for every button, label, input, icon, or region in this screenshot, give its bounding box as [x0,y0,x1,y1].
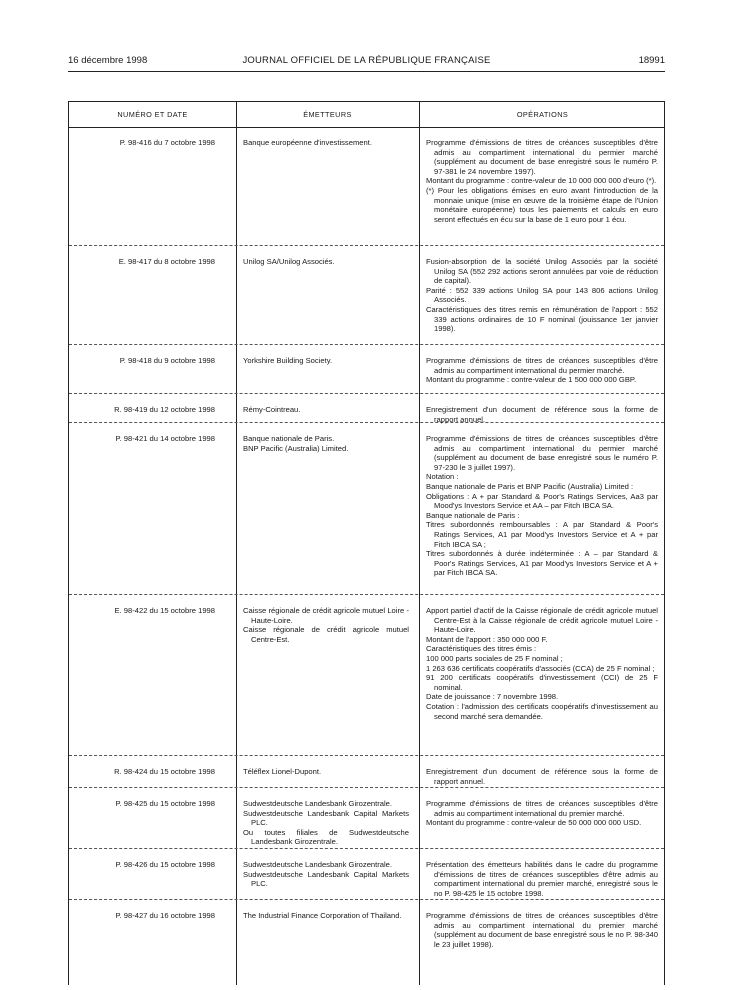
operation-line: Programme d'émissions de titres de créances susceptibles d'être admis au compartiment international du premier marché (supplément au document de base enregistré sous le no P. 98-340 le 23 juillet 1998). [426,911,658,949]
operation-line: Fusion-absorption de la société Unilog Associés par la société Unilog SA (552 292 actions seront annulées par voie de réduction de capital). [426,257,658,286]
operation-line: Présentation des émetteurs habilités dans le cadre du programme d'émissions de titres de créances susceptibles d'être admis au compartiment international du premier marché, enregistré sous le no P. 98-425 le 15 octobre 1998. [426,860,658,898]
issuer-name: The Industrial Finance Corporation of Thailand. [243,911,402,920]
operation-line: Obligations : A + par Standard & Poor's Ratings Services, Aa3 par Mood'ys Investors Service et AA – par Fitch IBCA SA. [426,491,658,511]
table-row [69,788,664,849]
operation-line: Caractéristiques des titres remis en rémunération de l'apport : 552 339 actions ordinaires de 10 F nominal (jouissance 1er janvier 1998). [426,304,658,334]
registration-number: P. 98-425 du 15 octobre 1998 [115,799,215,808]
operation-line: Caractéristiques des titres émis : [426,644,537,654]
table-row [69,246,664,345]
operation-line: 100 000 parts sociales de 25 F nominal ; [426,653,563,663]
operation-description [426,356,658,385]
registration-number: P. 98-421 du 14 octobre 1998 [115,434,215,443]
table-row [69,849,664,900]
column-header-emetteurs: ÉMETTEURS [303,110,352,119]
table-row [69,756,664,788]
column-header-numero: NUMÉRO ET DATE [117,110,188,119]
registration-number: E. 98-417 du 8 octobre 1998 [118,257,215,266]
operation-line: Enregistrement d'un document de référence sous la forme de rapport annuel. [426,405,658,424]
operation-line: Notation : [426,472,459,482]
operation-description [426,434,658,578]
operation-line: Montant du programme : contre-valeur de 50 000 000 000 USD. [426,818,642,828]
operation-line: Programme d'émissions de titres de créances susceptibles d'être admis au compartiment international du premier marché. [426,799,658,818]
issuers [243,799,409,847]
issuer-name: Sudwestdeutsche Landesbank Girozentrale. [243,860,393,869]
header-rule [68,71,665,72]
operation-line: Apport partiel d'actif de la Caisse régionale de crédit agricole mutuel Centre-Est à la Caisse régionale de crédit agricole mutuel Loire - Haute-Loire. [426,606,658,635]
issuer-name: Banque nationale de Paris. [243,434,335,443]
issuer-name: Banque européenne d'investissement. [243,138,372,147]
issuer-name: Caisse régionale de crédit agricole mutuel Loire - Haute-Loire. [243,606,409,625]
operation-line: Programme d'émissions de titres de créances susceptibles d'être admis au compartiment international du permier marché. [426,356,658,375]
issuers [243,434,409,453]
issuers [243,257,409,267]
operation-line: (*) Pour les obligations émises en euro avant l'introduction de la monnaie unique (mise en œuvre de la troisième étape de l'Union monétaire européenne) tous les paiements et calculs en euro seront effectués en écu sur la base de 1 euro pour 1 écu. [426,185,658,224]
operation-line: Montant du programme : contre-valeur de 1 500 000 000 GBP. [426,375,637,385]
issuer-name: Sudwestdeutsche Landesbank Capital Markets PLC. [243,869,409,889]
issuers [243,767,409,777]
operation-description [426,860,658,898]
page-number: 18991 [638,55,665,66]
operation-description [426,799,658,828]
operation-line: Montant de l'apport : 350 000 000 F. [426,634,548,644]
registration-number: R. 98-424 du 15 octobre 1998 [114,767,215,776]
operation-line: Cotation : l'admission des certificats coopératifs d'investissement au second marché sera demandée. [426,701,658,721]
operation-line: Date de jouissance : 7 novembre 1998. [426,692,559,702]
issuer-name: Yorkshire Building Society. [243,356,333,365]
journal-title: JOURNAL OFFICIEL DE LA RÉPUBLIQUE FRANÇAISE [242,55,491,66]
issuers [243,860,409,889]
issuers [243,405,409,415]
operation-line: Titres subordonnés à durée indéterminée : A – par Standard & Poor's Ratings Services, A1 par Mood'ys Investors Service et A + par Fitch IBCA SA. [426,549,658,578]
operation-line: 1 263 636 certificats coopératifs d'associés (CCA) de 25 F nominal ; [426,663,655,673]
issuers [243,356,409,366]
operation-line: Enregistrement d'un document de référence sous la forme de rapport annuel. [426,767,658,786]
operation-line: Montant du programme : contre-valeur de 10 000 000 000 d'euro (*). [426,176,657,186]
table-row [69,345,664,394]
operation-line: Programme d'émissions de titres de créances susceptibles d'être admis au compartiment international du permier marché (supplément au document de base enregistré sous le numéro P. 97-381 le 24 novembre 1997). [426,138,658,176]
operation-description [426,257,658,334]
column-header-operations: OPÉRATIONS [516,110,569,119]
issuers [243,911,409,921]
page-header [68,54,665,68]
issuer-name: Ou toutes filiales de Sudwestdeutsche Landesbank Girozentrale. [243,827,409,847]
issuer-name: Caisse régionale de crédit agricole mutuel Centre-Est. [243,625,409,644]
operation-description [426,767,658,786]
operation-line: 91 200 certificats coopératifs d'investissement (CCI) de 25 F nominal. [426,673,658,692]
registration-number: P. 98-427 du 16 octobre 1998 [115,911,215,920]
table-header [69,102,664,128]
header-date: 16 décembre 1998 [68,55,148,66]
table-row [69,394,664,423]
registration-number: P. 98-426 du 15 octobre 1998 [115,860,215,869]
registration-number: R. 98-419 du 12 octobre 1998 [114,405,215,414]
issuer-name: Sudwestdeutsche Landesbank Capital Markets PLC. [243,808,409,828]
issuer-name: Téléflex Lionel-Dupont. [243,767,322,776]
issuer-name: BNP Pacific (Australia) Limited. [243,443,349,453]
registration-number: P. 98-416 du 7 octobre 1998 [119,138,215,147]
issuer-name: Unilog SA/Unilog Associés. [243,257,335,266]
table-row [69,127,664,246]
issuer-name: Rémy-Cointreau. [243,405,301,414]
issuers [243,606,409,644]
issuer-name: Sudwestdeutsche Landesbank Girozentrale. [243,799,393,808]
operation-line: Banque nationale de Paris et BNP Pacific (Australia) Limited : [426,481,634,491]
operation-line: Parité : 552 339 actions Unilog SA pour 143 806 actions Unilog Associés. [426,285,658,305]
issuers [243,138,409,148]
operation-description [426,911,658,949]
registration-number: E. 98-422 du 15 octobre 1998 [114,606,215,615]
operation-description [426,138,658,224]
operation-line: Banque nationale de Paris : [426,510,520,520]
operation-line: Programme d'émissions de titres de créances susceptibles d'être admis au compartiment international du permier marché (supplément au document de base enregistré sous le numéro P. 97-230 le 3 juillet 1997). [426,434,658,472]
table-row [69,900,664,986]
table-row [69,423,664,595]
operation-description [426,405,658,424]
table-row [69,595,664,756]
operations-table [68,101,665,985]
registration-number: P. 98-418 du 9 octobre 1998 [119,356,215,365]
operation-line: Titres subordonnés remboursables : A par Standard & Poor's Ratings Services, A1 par Mood'ys Investors Service et A + par Fitch IBCA SA ; [426,520,658,549]
operation-description [426,606,658,721]
